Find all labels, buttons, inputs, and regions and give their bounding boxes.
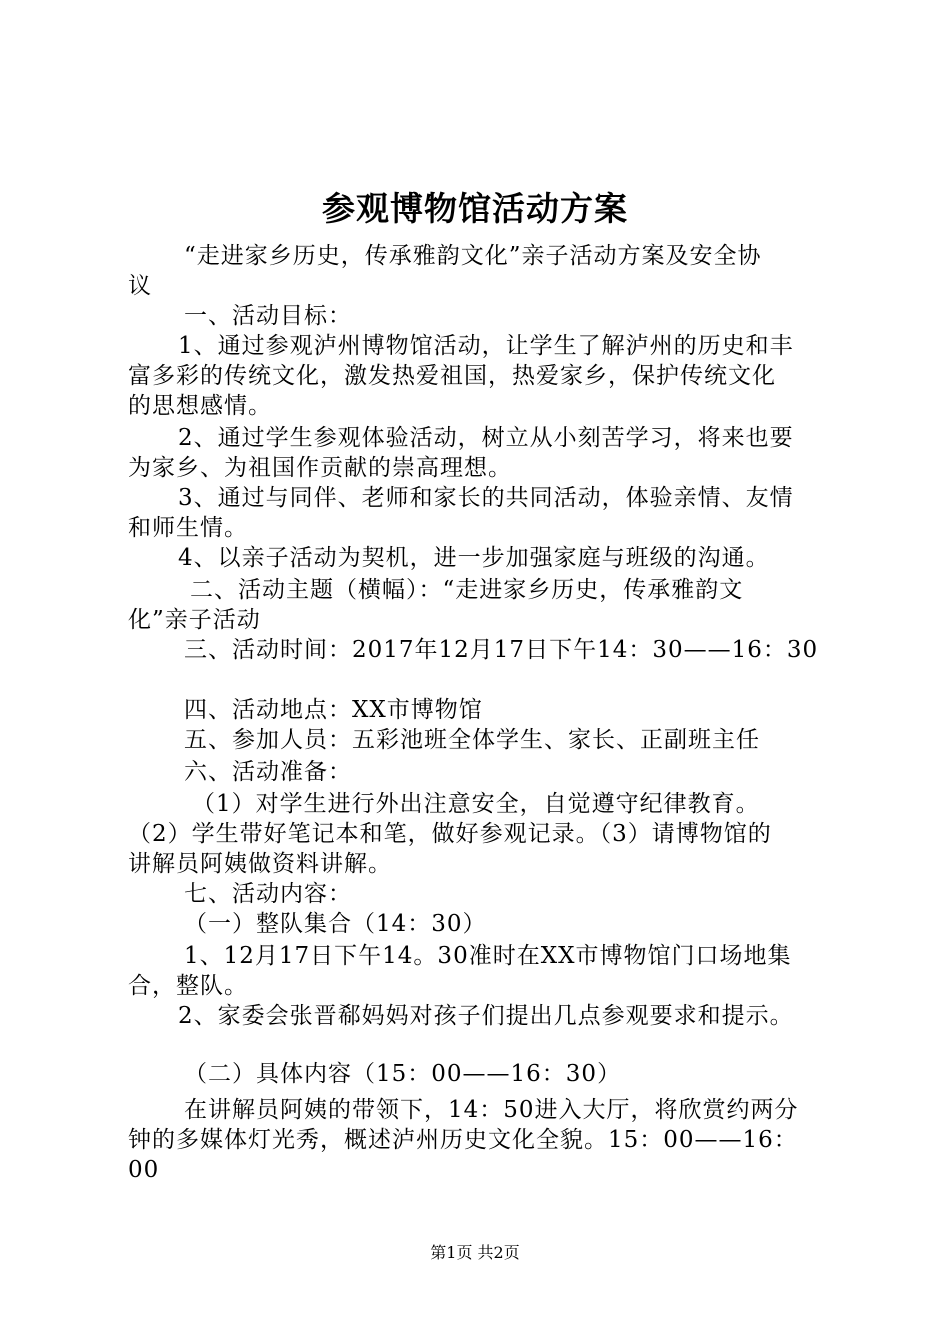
doc-line: 六、活动准备： (184, 759, 352, 785)
doc-line: “走进家乡历史，传承雅韵文化”亲子活动方案及安全协 (184, 243, 762, 269)
doc-line: 一、活动目标： (184, 303, 352, 329)
doc-line: 富多彩的传统文化，激发热爱祖国，热爱家乡，保护传统文化 (128, 363, 776, 389)
doc-line: 议 (128, 273, 152, 299)
doc-line: 三、活动时间：2017年12月17日下午14：30——16：30 (184, 637, 819, 663)
doc-line: 4、以亲子活动为契机，进一步加强家庭与班级的沟通。 (178, 545, 770, 571)
doc-line: 七、活动内容： (184, 881, 352, 907)
doc-line: （1）对学生进行外出注意安全，自觉遵守纪律教育。 (192, 791, 760, 817)
doc-line: 的思想感情。 (128, 393, 272, 419)
doc-line: 在讲解员阿姨的带领下，14：50进入大厅，将欣赏约两分 (184, 1097, 799, 1123)
doc-line: 2、家委会张晋郗妈妈对孩子们提出几点参观要求和提示。 (178, 1003, 794, 1029)
doc-line: 2、通过学生参观体验活动，树立从小刻苦学习，将来也要 (178, 425, 794, 451)
doc-line: 化”亲子活动 (128, 607, 261, 633)
doc-line: 1、通过参观泸州博物馆活动，让学生了解泸州的历史和丰 (178, 333, 794, 359)
doc-line: 讲解员阿姨做资料讲解。 (128, 851, 392, 877)
document-title: 参观博物馆活动方案 (322, 189, 628, 228)
doc-line: 00 (128, 1157, 160, 1183)
doc-line: 1、12月17日下午14。30准时在XX市博物馆门口场地集 (184, 943, 792, 969)
doc-line: 五、参加人员：五彩池班全体学生、家长、正副班主任 (184, 727, 760, 753)
doc-line: 3、通过与同伴、老师和家长的共同活动，体验亲情、友情 (178, 485, 794, 511)
doc-line: （2）学生带好笔记本和笔，做好参观记录。（3）请博物馆的 (128, 821, 772, 847)
doc-line: 二、活动主题（横幅）：“走进家乡历史，传承雅韵文 (190, 577, 744, 603)
doc-line: 合，整队。 (128, 973, 248, 999)
doc-line: 四、活动地点：XX市博物馆 (184, 697, 483, 723)
doc-line: （二）具体内容（15：00——16：30） (184, 1061, 622, 1087)
doc-line: 和师生情。 (128, 515, 248, 541)
page-number-footer: 第1页 共2页 (430, 1243, 520, 1262)
doc-line: （一）整队集合（14：30） (184, 911, 487, 937)
doc-line: 钟的多媒体灯光秀，概述泸州历史文化全貌。15：00——16： (128, 1127, 798, 1153)
doc-line: 为家乡、为祖国作贡献的崇高理想。 (128, 455, 512, 481)
